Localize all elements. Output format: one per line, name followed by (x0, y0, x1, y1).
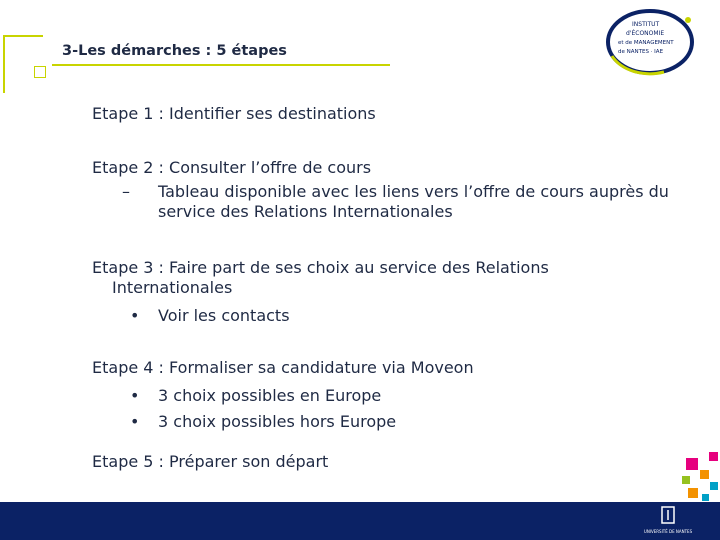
university-label: UNIVERSITÉ DE NANTES (643, 529, 693, 534)
step-3-subitem (92, 306, 692, 326)
step-1-title: Etape 1 : Identifier ses destinations (92, 104, 376, 123)
step-4-subitem (92, 412, 692, 432)
step-4-subitem-text: 3 choix possibles hors Europe (158, 412, 397, 431)
logo-line-1: INSTITUT (632, 21, 660, 28)
bullet-marker: • (130, 412, 140, 431)
step-5-title: Etape 5 : Préparer son départ (92, 452, 329, 471)
decor-square (700, 470, 709, 479)
step-2-subitem (92, 182, 692, 222)
step-3-title (92, 258, 652, 298)
iae-nantes-logo (604, 6, 696, 78)
decor-square (686, 458, 698, 470)
footer-bar (0, 502, 720, 540)
decor-square (710, 482, 718, 490)
bullet-marker: • (130, 386, 140, 405)
decor-square (709, 452, 718, 461)
title-underline (52, 64, 390, 66)
bullet-marker: • (130, 306, 140, 325)
slide-title: 3-Les démarches : 5 étapes (62, 43, 287, 59)
step-4-subitem-text: 3 choix possibles en Europe (158, 386, 382, 405)
step-2-title: Etape 2 : Consulter l’offre de cours (92, 158, 372, 177)
decor-square (688, 488, 698, 498)
title-corner-bar (3, 35, 5, 93)
step-3-title-line-2: Internationales (112, 278, 233, 297)
step-4-subitem (92, 386, 692, 406)
decor-square (702, 494, 709, 501)
step-3-title-line-1: Etape 3 : Faire part de ses choix au service des Relations (92, 258, 549, 277)
step-3-subitem-text: Voir les contacts (158, 306, 290, 325)
step-2-subitem-text: Tableau disponible avec les liens vers l’offre de cours auprès du service des Relations Internationales (158, 182, 669, 221)
dash-marker: – (122, 182, 130, 201)
decor-square (682, 476, 690, 484)
title-corner-top (3, 35, 43, 37)
logo-line-2: d'ÉCONOMIE (626, 30, 665, 37)
universite-de-nantes-logo (643, 505, 693, 537)
step-4-title: Etape 4 : Formaliser sa candidature via Moveon (92, 358, 474, 377)
logo-line-3: et de MANAGEMENT (618, 40, 674, 46)
logo-line-4: de NANTES · IAE (618, 49, 664, 55)
title-corner-square (34, 66, 46, 78)
